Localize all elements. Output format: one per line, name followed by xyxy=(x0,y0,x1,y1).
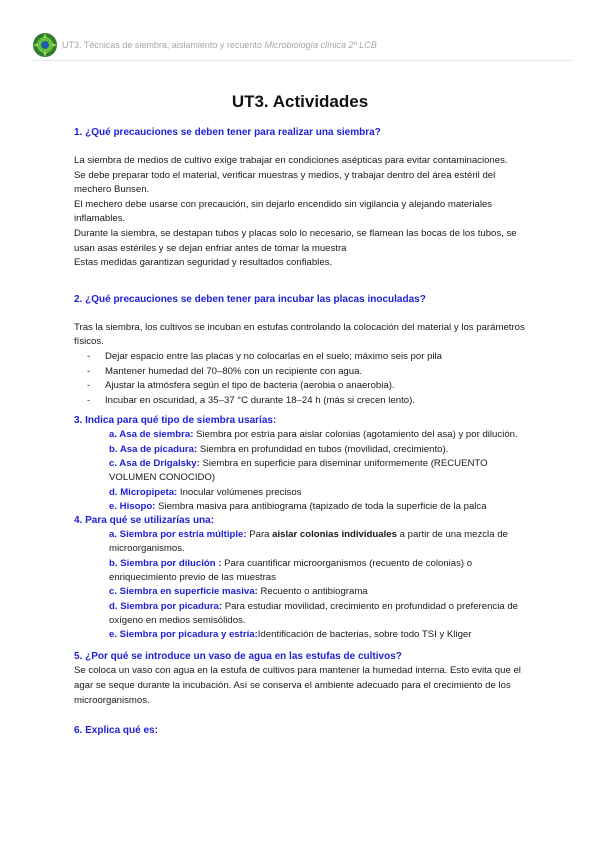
item-text: Siembra masiva para antibiograma (tapizado de toda la superficie de la palca xyxy=(155,500,487,512)
list-item xyxy=(109,486,534,500)
item-label: c. Siembra en superficie masiva: xyxy=(109,586,258,598)
answer-1-paragraph: Se debe preparar todo el material, verificar muestras y medios, y trabajar dentro del área estéril del mechero Bunsen. xyxy=(74,169,496,196)
list-item xyxy=(109,457,534,486)
item-text: Para xyxy=(246,529,273,541)
item-label: d. Micropipeta: xyxy=(109,486,178,498)
answer-5: Se coloca un vaso con agua en la estufa de cultivos para mantener la humedad interna. Esto evita que el agar se seque durante la incubación. Así se conserva el ambiente adecuado para el crecimiento de los microorganismos. xyxy=(74,665,521,706)
header-text xyxy=(62,40,377,50)
answer-1-paragraph: Durante la siembra, se destapan tubos y placas solo lo necesario, se flamean las bocas de los tubos, se usan asas estériles y se dejan enfriar antes de tomar la muestra xyxy=(74,227,517,254)
school-logo-icon xyxy=(32,32,58,58)
list-item: - Mantener humedad del 70–80% con un recipiente con agua. xyxy=(74,365,534,380)
question-5: 5. ¿Por qué se introduce un vaso de agua en las estufas de cultivos? xyxy=(74,651,402,663)
item-label: e. Siembra por picadura y estría: xyxy=(109,629,258,641)
seeding-tools-list xyxy=(74,428,534,514)
item-text: Inocular volúmenes precisos xyxy=(177,486,302,498)
list-item: - Dejar espacio entre las placas y no colocarlas en el suelo; máximo seis por pila xyxy=(74,350,534,365)
question-2: 2. ¿Qué precauciones se deben tener para incubar las placas inoculadas? xyxy=(74,293,426,305)
item-label: d. Siembra por picadura: xyxy=(109,600,223,612)
page-title: UT3. Actividades xyxy=(231,92,369,111)
answer-1-paragraph: Estas medidas garantizan seguridad y resultados confiables. xyxy=(74,257,333,269)
list-item xyxy=(109,428,534,442)
item-text: Siembra en profundidad en tubos (movilidad, crecimiento). xyxy=(197,443,449,455)
item-text: a partir de una mezcla de microorganismos. xyxy=(109,529,508,555)
answer-1-paragraph: El mechero debe usarse con precaución, sin dejarlo encendido sin vigilancia y alejando materiales inflamables. xyxy=(74,198,493,225)
answer-2-intro: Tras la siembra, los cultivos se incuban en estufas controlando la colocación del material y los parámetros físicos. xyxy=(74,321,525,348)
item-text: Recuento o antibiograma xyxy=(257,586,368,598)
list-item xyxy=(109,585,534,599)
list-item xyxy=(109,443,534,457)
answer-1-paragraph: La siembra de medios de cultivo exige trabajar en condiciones asépticas para evitar contaminaciones. xyxy=(74,155,508,166)
item-text: Identificación de bacterias, sobre todo TSI y Kliger xyxy=(257,629,472,641)
question-4: 4. Para qué se utilizarías una: xyxy=(74,515,215,527)
list-item xyxy=(109,628,534,642)
item-bold-text: aislar colonias individuales xyxy=(272,529,397,541)
item-text: Para cuantificar microorganismos (recuento de colonias) o enriquecimiento previo de las muestras xyxy=(109,557,473,583)
incubation-list xyxy=(74,350,534,408)
item-text: Siembra por estría para aislar colonias (agotamiento del asa) y por dilución. xyxy=(193,429,518,441)
item-label: c. Asa de Drigalsky: xyxy=(109,457,200,469)
page-header xyxy=(32,30,572,61)
list-item xyxy=(109,600,534,629)
list-item: - Ajustar la atmósfera según el tipo de bacteria (aerobia o anaerobia). xyxy=(74,379,534,394)
answer-1 xyxy=(74,154,534,271)
list-item xyxy=(109,557,534,586)
list-item xyxy=(109,500,534,514)
item-label: b. Asa de picadura: xyxy=(109,443,198,455)
item-text: Siembra en superficie para diseminar uniformemente (RECUENTO VOLUMEN CONOCIDO) xyxy=(109,457,488,484)
list-item: - Incubar en oscuridad, a 35–37 °C durante 18–24 h (más si crecen lento). xyxy=(74,394,534,409)
seeding-types-list xyxy=(74,528,534,642)
header-course: Microbiología clínica 2º LCB xyxy=(264,40,377,50)
item-label: a. Siembra por estría múltiple: xyxy=(109,529,247,541)
list-item xyxy=(109,528,534,557)
question-6: 6. Explica qué es: xyxy=(74,725,158,737)
item-text: Para estudiar movilidad, crecimiento en profundidad o preferencia de oxígeno en medios semisólidos. xyxy=(109,600,519,626)
document-body xyxy=(74,126,534,738)
header-title: UT3. Técnicas de siembra, aislamiento y recuento xyxy=(62,40,262,50)
item-label: b. Siembra por dilución : xyxy=(109,557,222,569)
item-label: e. Hisopo: xyxy=(109,500,156,512)
question-3: 3. Indica para qué tipo de siembra usarías: xyxy=(74,415,277,427)
question-1: 1. ¿Qué precauciones se deben tener para realizar una siembra? xyxy=(74,127,381,138)
item-label: a. Asa de siembra: xyxy=(109,429,194,441)
